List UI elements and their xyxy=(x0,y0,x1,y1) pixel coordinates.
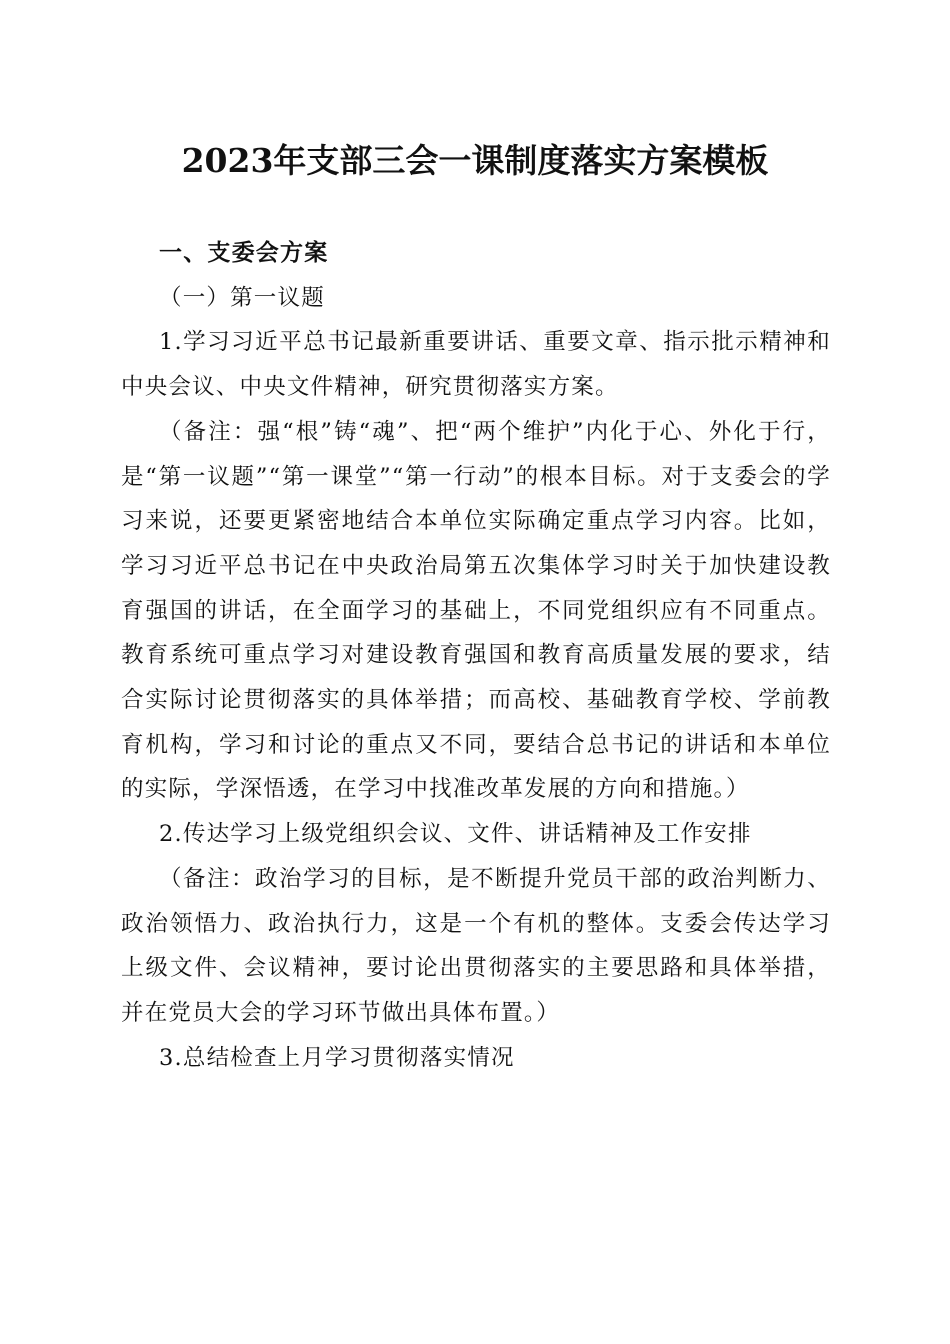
paragraph-note-2: （备注：政治学习的目标，是不断提升党员干部的政治判断力、政治领悟力、政治执行力，这是一个有机的整体。支委会传达学习上级文件、会议精神，要讨论出贯彻落实的主要思路和具体举措，并在党员大会的学习环节做出具体布置。） xyxy=(121,865,831,1026)
subsection-heading-first-topic: （一）第一议题 xyxy=(159,284,325,311)
document-title: 2023年支部三会一课制度落实方案模板 xyxy=(181,141,769,180)
paragraph-item-1: 1.学习习近平总书记最新重要讲话、重要文章、指示批示精神和中央会议、中央文件精神，研究贯彻落实方案。 xyxy=(121,329,831,401)
section-heading-branch-committee: 一、支委会方案 xyxy=(159,240,329,266)
paragraph-item-2: 2.传达学习上级党组织会议、文件、讲话精神及工作安排 xyxy=(159,821,752,848)
paragraph-item-3: 3.总结检查上月学习贯彻落实情况 xyxy=(159,1044,515,1071)
document-body xyxy=(121,231,831,1080)
paragraph-note-1: （备注：强“根”铸“魂”、把“两个维护”内化于心、外化于行，是“第一议题”“第一课堂”“第一行动”的根本目标。对于支委会的学习来说，还要更紧密地结合本单位实际确定重点学习内容。比如，学习习近平总书记在中央政治局第五次集体学习时关于加快建设教育强国的讲话，在全面学习的基础上，不同党组织应有不同重点。教育系统可重点学习对建设教育强国和教育高质量发展的要求，结合实际讨论贯彻落实的具体举措；而高校、基础教育学校、学前教育机构，学习和讨论的重点又不同，要结合总书记的讲话和本单位的实际，学深悟透，在学习中找准改革发展的方向和措施。） xyxy=(121,418,831,803)
